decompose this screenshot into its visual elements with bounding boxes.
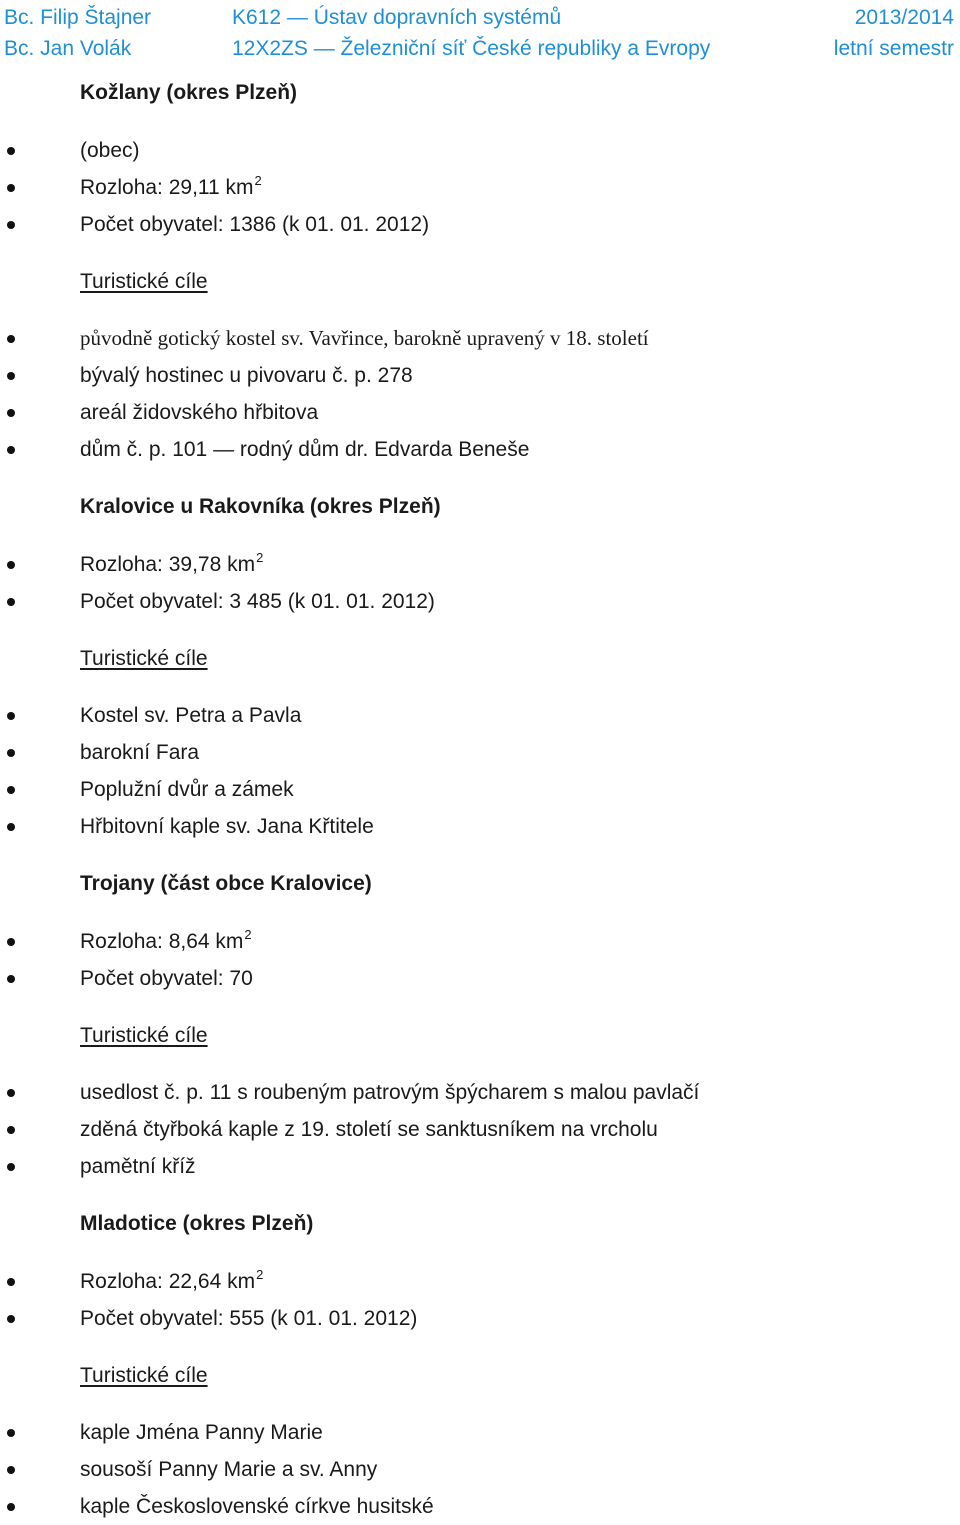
header-row-2 [0, 33, 960, 64]
tourist-list [0, 320, 960, 468]
list-item: dům č. p. 101 — rodný dům dr. Edvarda Beneše [0, 431, 960, 468]
list-item: sousoší Panny Marie a sv. Anny [0, 1451, 960, 1488]
list-item: Počet obyvatel: 70 [0, 960, 960, 997]
page-header [0, 2, 960, 70]
info-list [0, 546, 960, 620]
superscript: 2 [256, 1267, 264, 1282]
tourist-heading: Turistické cíle [80, 647, 208, 670]
superscript: 2 [256, 550, 264, 565]
list-item: barokní Fara [0, 734, 960, 771]
section-title: Kožlany (okres Plzeň) [80, 81, 298, 104]
list-item: zděná čtyřboká kaple z 19. století se sanktusníkem na vrcholu [0, 1111, 960, 1148]
list-item: kaple Jména Panny Marie [0, 1414, 960, 1451]
section-title: Trojany (část obce Kralovice) [80, 872, 372, 895]
list-item: Počet obyvatel: 3 485 (k 01. 01. 2012) [0, 583, 960, 620]
document-body [0, 74, 960, 1525]
list-item: Hřbitovní kaple sv. Jana Křtitele [0, 808, 960, 845]
list-item: (obec) [0, 132, 960, 169]
list-item: Počet obyvatel: 1386 (k 01. 01. 2012) [0, 206, 960, 243]
superscript: 2 [254, 173, 262, 188]
list-item: Rozloha: 8,64 $km^2$ [0, 923, 960, 960]
list-item: usedlost č. p. 11 s roubeným patrovým špýcharem s malou pavlačí [0, 1074, 960, 1111]
superscript: 2 [244, 927, 252, 942]
list-item: areál židovského hřbitova [0, 394, 960, 431]
header-course-1: K612 — Ústav dopravních systémů [232, 6, 562, 29]
tourist-list [0, 1414, 960, 1525]
section-title: Mladotice (okres Plzeň) [80, 1212, 314, 1235]
list-item: Poplužní dvůr a zámek [0, 771, 960, 808]
tourist-heading: Turistické cíle [80, 270, 208, 293]
list-item: bývalý hostinec u pivovaru č. p. 278 [0, 357, 960, 394]
list-item: původně gotický kostel sv. Vavřince, barokně upravený v 18. století [0, 320, 960, 357]
tourist-heading: Turistické cíle [80, 1024, 208, 1047]
info-list [0, 132, 960, 243]
tourist-list [0, 1074, 960, 1185]
tourist-list [0, 697, 960, 845]
list-item: Rozloha: 39,78 $km^2$ [0, 546, 960, 583]
header-author-1: Bc. Filip Štajner [4, 6, 152, 29]
list-item: kaple Československé církve husitské [0, 1488, 960, 1525]
header-semester: letní semestr [833, 37, 954, 60]
list-item: Počet obyvatel: 555 (k 01. 01. 2012) [0, 1300, 960, 1337]
info-list [0, 1263, 960, 1337]
header-course-2: 12X2ZS — Železniční síť České republiky a Evropy [232, 37, 711, 60]
list-item: pamětní kříž [0, 1148, 960, 1185]
section-title: Kralovice u Rakovníka (okres Plzeň) [80, 495, 441, 518]
tourist-heading: Turistické cíle [80, 1364, 208, 1387]
list-item: Rozloha: 22,64 $km^2$ [0, 1263, 960, 1300]
info-list [0, 923, 960, 997]
list-item: Kostel sv. Petra a Pavla [0, 697, 960, 734]
header-year: 2013/2014 [854, 6, 954, 29]
header-row-1 [0, 2, 960, 33]
list-item: Rozloha: 29,11 $km^2$ [0, 169, 960, 206]
header-author-2: Bc. Jan Volák [4, 37, 132, 60]
